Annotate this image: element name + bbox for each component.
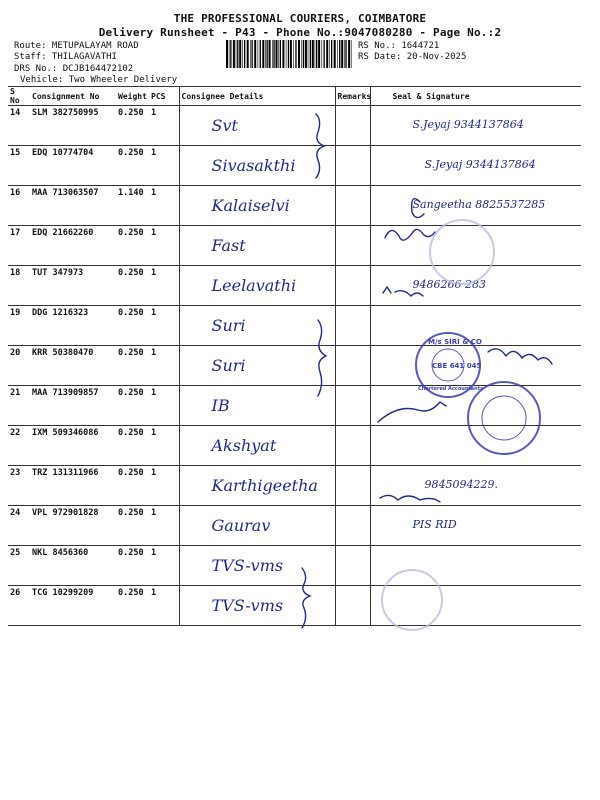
- cell-consignment: [30, 306, 116, 346]
- cell-weight-text: 0.250: [118, 308, 144, 318]
- cell-remarks: [335, 466, 370, 506]
- cell-pcs-text: 1: [151, 308, 157, 318]
- cell-sno-text: 26: [10, 588, 21, 598]
- cell-pcs: [149, 586, 179, 626]
- cell-pcs: [149, 266, 179, 306]
- cell-sno: [8, 346, 30, 386]
- barcode-bar: [229, 40, 230, 68]
- table-row: [8, 466, 581, 506]
- barcode-bar: [345, 40, 346, 68]
- cell-consignment: [30, 506, 116, 546]
- barcode-bar: [298, 40, 300, 68]
- table-row: [8, 386, 581, 426]
- barcode-bar: [258, 40, 259, 68]
- cell-pcs: [149, 466, 179, 506]
- cell-consignment: [30, 386, 116, 426]
- barcode-bar: [278, 40, 279, 68]
- cell-consignment-text: TUT 347973: [32, 268, 84, 278]
- table-row: [8, 226, 581, 266]
- cell-consignee-text: TVS-vms: [211, 556, 284, 575]
- cell-consignee: [179, 106, 335, 146]
- barcode-bar: [239, 40, 241, 68]
- cell-pcs-text: 1: [151, 548, 157, 558]
- cell-consignee-text: Suri: [211, 356, 246, 375]
- cell-sno: [8, 466, 30, 506]
- cell-signature: [370, 506, 581, 546]
- barcode-bar: [341, 40, 343, 68]
- cell-consignee-text: Fast: [211, 236, 246, 255]
- cell-consignee-text: Kalaiselvi: [211, 196, 290, 215]
- cell-pcs: [149, 386, 179, 426]
- cell-consignee: [179, 586, 335, 626]
- cell-sno: [8, 186, 30, 226]
- cell-sno-text: 21: [10, 388, 21, 398]
- cell-consignment: [30, 346, 116, 386]
- cell-sno: [8, 586, 30, 626]
- cell-pcs-text: 1: [151, 508, 157, 518]
- table-row: [8, 426, 581, 466]
- cell-remarks: [335, 506, 370, 546]
- barcode-bar: [247, 40, 249, 68]
- table-row: [8, 266, 581, 306]
- cell-consignment-text: EDQ 10774704: [32, 148, 94, 158]
- table-row: [8, 506, 581, 546]
- cell-pcs-text: 1: [151, 148, 157, 158]
- cell-weight-text: 1.140: [118, 188, 144, 198]
- cell-weight: [116, 506, 149, 546]
- cell-sno-text: 23: [10, 468, 21, 478]
- cell-pcs-text: 1: [151, 108, 157, 118]
- cell-consignment: [30, 426, 116, 466]
- cell-weight-text: 0.250: [118, 228, 144, 238]
- barcode-bar: [303, 40, 304, 68]
- col-remarks: Remarks: [335, 87, 370, 106]
- drs-line: DRS No.: DCJB164472102: [14, 64, 134, 74]
- table-row: [8, 306, 581, 346]
- barcode-bar: [286, 40, 287, 68]
- cell-consignee-text: Gaurav: [211, 516, 271, 535]
- cell-signature: [370, 346, 581, 386]
- cell-remarks: [335, 106, 370, 146]
- cell-consignment-text: DDG 1216323: [32, 308, 89, 318]
- cell-signature: [370, 146, 581, 186]
- barcode-bar: [344, 40, 345, 68]
- cell-pcs-text: 1: [151, 468, 157, 478]
- cell-remarks: [335, 546, 370, 586]
- cell-sno-text: 14: [10, 108, 21, 118]
- staff-line: Staff: THILAGAVATHI: [14, 52, 117, 62]
- cell-pcs-text: 1: [151, 188, 157, 198]
- cell-consignee: [179, 546, 335, 586]
- barcode-bar: [236, 40, 237, 68]
- cell-remarks: [335, 586, 370, 626]
- barcode-bar: [262, 40, 264, 68]
- col-seal: Seal & Signature: [370, 87, 581, 106]
- cell-weight-text: 0.250: [118, 148, 144, 158]
- table-row: [8, 186, 581, 226]
- cell-pcs-text: 1: [151, 388, 157, 398]
- barcode-bar: [260, 40, 261, 68]
- barcode-bar: [252, 40, 253, 68]
- barcode-bar: [265, 40, 266, 68]
- cell-weight: [116, 386, 149, 426]
- cell-consignee: [179, 346, 335, 386]
- barcode-bar: [250, 40, 251, 68]
- stamp-seal-text: M/s SIRI & CO: [428, 338, 482, 346]
- cell-weight: [116, 426, 149, 466]
- cell-signature: [370, 266, 581, 306]
- cell-consignment: [30, 186, 116, 226]
- cell-consignee: [179, 306, 335, 346]
- cell-sno-text: 19: [10, 308, 21, 318]
- col-consignee: Consignee Details: [179, 87, 335, 106]
- cell-consignee: [179, 386, 335, 426]
- company-title: THE PROFESSIONAL COURIERS, COIMBATORE: [173, 12, 427, 25]
- cell-signature: [370, 186, 581, 226]
- barcode-bar: [242, 40, 243, 68]
- cell-consignee-text: Suri: [211, 316, 246, 335]
- cell-sno: [8, 546, 30, 586]
- cell-weight-text: 0.250: [118, 548, 144, 558]
- barcode-bar: [254, 40, 256, 68]
- cell-pcs: [149, 226, 179, 266]
- barcode-bar: [308, 40, 309, 68]
- cell-remarks: [335, 266, 370, 306]
- cell-consignee: [179, 146, 335, 186]
- cell-pcs-text: 1: [151, 588, 157, 598]
- barcode-bar: [326, 40, 328, 68]
- barcode-bar: [290, 40, 292, 68]
- cell-consignee-text: Karthigeetha: [211, 476, 318, 495]
- table-row: [8, 146, 581, 186]
- cell-consignment-text: TRZ 131311966: [32, 468, 99, 478]
- cell-signature: [370, 306, 581, 346]
- cell-sno-text: 15: [10, 148, 21, 158]
- cell-signature: [370, 466, 581, 506]
- barcode-bar: [301, 40, 302, 68]
- col-sno: S No: [8, 87, 30, 106]
- cell-sno: [8, 506, 30, 546]
- route-line: Route: METUPALAYAM ROAD: [14, 41, 139, 51]
- barcode-bar: [331, 40, 332, 68]
- barcode-image: [226, 40, 354, 68]
- cell-weight: [116, 146, 149, 186]
- cell-consignment: [30, 586, 116, 626]
- cell-remarks: [335, 226, 370, 266]
- cell-signature: [370, 546, 581, 586]
- cell-weight: [116, 306, 149, 346]
- cell-weight: [116, 466, 149, 506]
- cell-consignee: [179, 506, 335, 546]
- cell-sno: [8, 306, 30, 346]
- barcode-bar: [337, 40, 338, 68]
- cell-weight-text: 0.250: [118, 588, 144, 598]
- stamp-seal-sub: Chartered Accountants: [418, 386, 484, 392]
- cell-consignment: [30, 226, 116, 266]
- cell-pcs: [149, 506, 179, 546]
- cell-signature-text: PIS RID: [412, 518, 457, 531]
- cell-weight-text: 0.250: [118, 268, 144, 278]
- cell-weight-text: 0.250: [118, 388, 144, 398]
- cell-weight: [116, 586, 149, 626]
- cell-weight-text: 0.250: [118, 508, 144, 518]
- cell-sno-text: 18: [10, 268, 21, 278]
- cell-sno-text: 20: [10, 348, 21, 358]
- barcode-bar: [272, 40, 273, 68]
- vehicle-line: Vehicle: Two Wheeler Delivery: [20, 75, 178, 85]
- barcode-bar: [269, 40, 271, 68]
- cell-sno: [8, 146, 30, 186]
- cell-pcs: [149, 146, 179, 186]
- barcode-bar: [329, 40, 330, 68]
- cell-signature-text: 9845094229.: [424, 478, 498, 491]
- barcode-bar: [233, 40, 235, 68]
- cell-pcs: [149, 346, 179, 386]
- cell-consignment-text: TCG 10299209: [32, 588, 94, 598]
- cell-signature: [370, 386, 581, 426]
- barcode-bar: [282, 40, 284, 68]
- cell-consignment-text: KRR 50380470: [32, 348, 94, 358]
- cell-sno: [8, 106, 30, 146]
- cell-consignment: [30, 546, 116, 586]
- cell-consignment-text: EDQ 21662260: [32, 228, 94, 238]
- cell-consignee: [179, 266, 335, 306]
- cell-sno-text: 16: [10, 188, 21, 198]
- cell-consignee: [179, 426, 335, 466]
- cell-weight: [116, 546, 149, 586]
- barcode-bar: [305, 40, 307, 68]
- barcode-bar: [339, 40, 340, 68]
- cell-consignment-text: SLM 382750995: [32, 108, 99, 118]
- cell-sno: [8, 226, 30, 266]
- runsheet-subtitle: Delivery Runsheet - P43 - Phone No.:9047080280 - Page No.:2: [98, 26, 502, 39]
- cell-remarks: [335, 426, 370, 466]
- barcode-bar: [295, 40, 296, 68]
- table-row: [8, 546, 581, 586]
- barcode-bar: [244, 40, 245, 68]
- cell-pcs: [149, 306, 179, 346]
- cell-pcs-text: 1: [151, 348, 157, 358]
- cell-consignment-text: IXM 509346086: [32, 428, 99, 438]
- cell-sno-text: 24: [10, 508, 21, 518]
- cell-weight-text: 0.250: [118, 108, 144, 118]
- barcode-bar: [293, 40, 294, 68]
- cell-signature: [370, 426, 581, 466]
- cell-remarks: [335, 346, 370, 386]
- cell-signature-text: Sangeetha 8825537285: [412, 198, 546, 211]
- table-row: [8, 346, 581, 386]
- barcode-bar: [348, 40, 350, 68]
- cell-sno: [8, 386, 30, 426]
- cell-signature-text: 9486266 283: [412, 278, 486, 291]
- barcode-bar: [230, 40, 231, 68]
- cell-remarks: [335, 146, 370, 186]
- cell-consignment-text: MAA 713909857: [32, 388, 99, 398]
- rs-number: RS No.: 1644721: [358, 41, 440, 51]
- cell-signature: [370, 226, 581, 266]
- barcode-bar: [318, 40, 320, 68]
- cell-consignee-text: TVS-vms: [211, 596, 284, 615]
- barcode-bar: [351, 40, 352, 68]
- col-weight: Weight: [116, 87, 149, 106]
- barcode-bar: [312, 40, 314, 68]
- cell-remarks: [335, 306, 370, 346]
- cell-pcs-text: 1: [151, 268, 157, 278]
- cell-sno: [8, 426, 30, 466]
- stamp-seal-code: CBE 641 045: [432, 362, 482, 370]
- cell-consignment-text: MAA 713063507: [32, 188, 99, 198]
- cell-consignee: [179, 186, 335, 226]
- cell-signature-text: S.Jeyaj 9344137864: [424, 158, 536, 171]
- cell-signature: [370, 106, 581, 146]
- cell-sno-text: 17: [10, 228, 21, 238]
- barcode-bar: [280, 40, 281, 68]
- cell-consignment-text: VPL 972901828: [32, 508, 99, 518]
- col-pcs: PCS: [149, 87, 179, 106]
- cell-consignee-text: Svt: [211, 116, 238, 135]
- cell-weight-text: 0.250: [118, 428, 144, 438]
- cell-weight: [116, 226, 149, 266]
- cell-sno-text: 22: [10, 428, 21, 438]
- barcode-bar: [315, 40, 316, 68]
- cell-sno: [8, 266, 30, 306]
- cell-pcs: [149, 546, 179, 586]
- barcode-bar: [334, 40, 336, 68]
- cell-consignment: [30, 146, 116, 186]
- cell-consignee-text: Akshyat: [211, 436, 277, 455]
- cell-pcs-text: 1: [151, 428, 157, 438]
- barcode-bar: [288, 40, 289, 68]
- barcode-bar: [322, 40, 323, 68]
- cell-weight-text: 0.250: [118, 468, 144, 478]
- cell-consignment: [30, 466, 116, 506]
- cell-consignment: [30, 106, 116, 146]
- table-row: [8, 106, 581, 146]
- barcode-bar: [267, 40, 268, 68]
- table-row: [8, 586, 581, 626]
- cell-weight: [116, 106, 149, 146]
- barcode-bar: [276, 40, 278, 68]
- cell-consignment: [30, 266, 116, 306]
- barcode-bar: [226, 40, 228, 68]
- barcode-bar: [237, 40, 238, 68]
- cell-consignee-text: Leelavathi: [211, 276, 297, 295]
- barcode-bar: [310, 40, 311, 68]
- cell-consignee: [179, 466, 335, 506]
- cell-pcs-text: 1: [151, 228, 157, 238]
- cell-weight: [116, 266, 149, 306]
- cell-consignee-text: Sivasakthi: [211, 156, 296, 175]
- cell-signature: [370, 586, 581, 626]
- barcode-bar: [316, 40, 317, 68]
- col-consignment: Consignment No: [30, 87, 116, 106]
- cell-weight-text: 0.250: [118, 348, 144, 358]
- barcode-bar: [324, 40, 325, 68]
- cell-weight: [116, 346, 149, 386]
- cell-pcs: [149, 426, 179, 466]
- cell-remarks: [335, 386, 370, 426]
- table-header-row: [8, 87, 581, 106]
- runsheet-table: [8, 86, 581, 626]
- cell-consignment-text: NKL 8456360: [32, 548, 89, 558]
- cell-consignee-text: IB: [211, 396, 230, 415]
- cell-consignee: [179, 226, 335, 266]
- cell-pcs: [149, 186, 179, 226]
- cell-signature-text: S.Jeyaj 9344137864: [412, 118, 524, 131]
- barcode-bar: [273, 40, 274, 68]
- cell-remarks: [335, 186, 370, 226]
- cell-weight: [116, 186, 149, 226]
- rs-date: RS Date: 20-Nov-2025: [358, 52, 467, 62]
- cell-sno-text: 25: [10, 548, 21, 558]
- cell-pcs: [149, 106, 179, 146]
